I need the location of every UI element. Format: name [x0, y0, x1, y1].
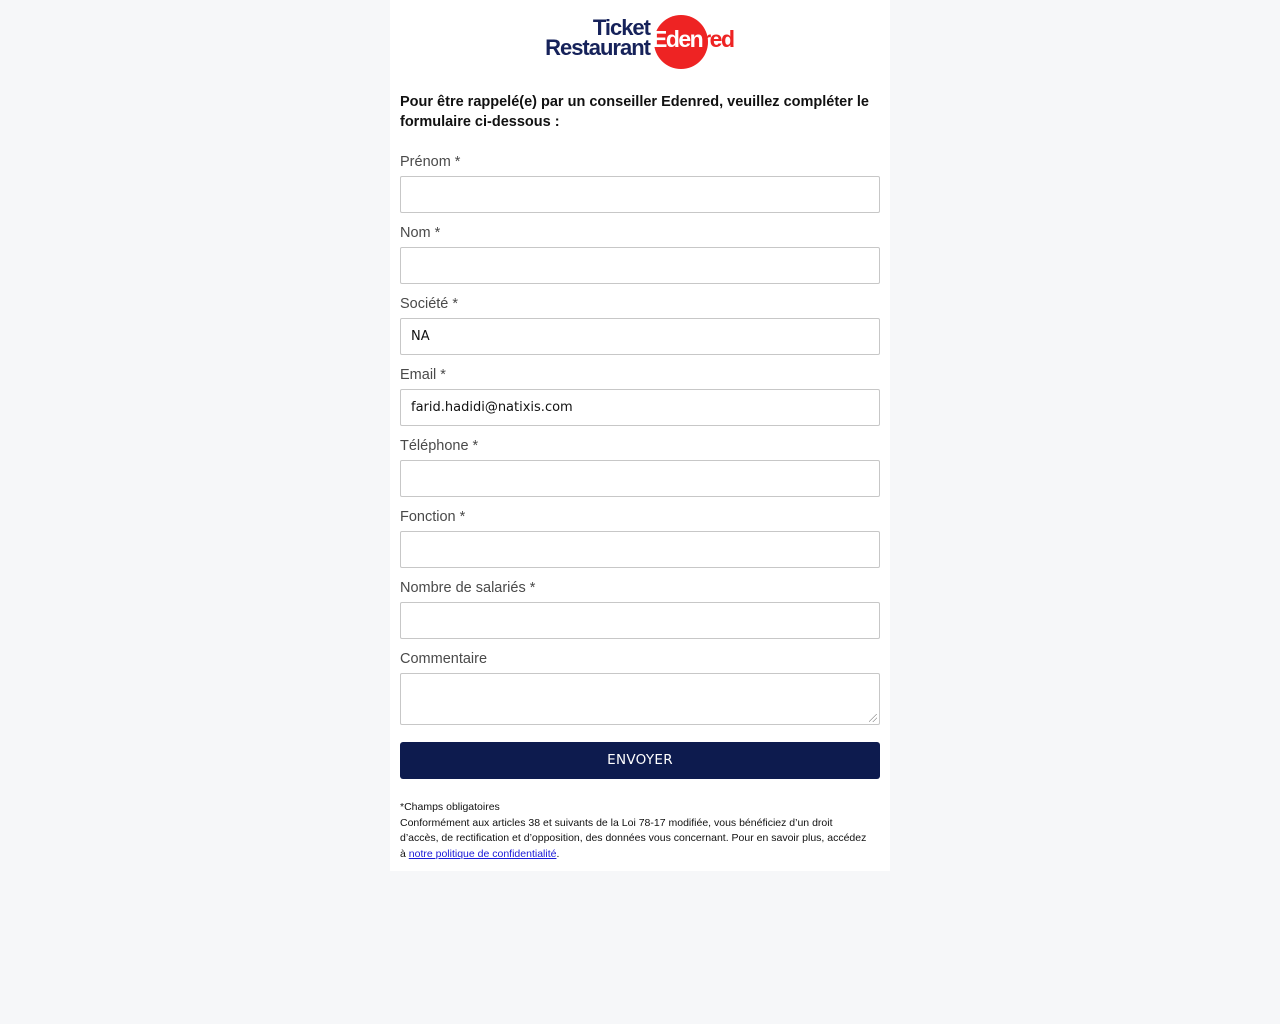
- email-label: Email *: [400, 367, 446, 383]
- prenom-input[interactable]: [400, 176, 880, 213]
- legal-text-end: .: [556, 847, 560, 860]
- legal-text-block: [400, 816, 870, 863]
- intro-heading: Pour être rappelé(e) par un conseiller Edenred, veuillez compléter le formulaire ci-dessous :: [400, 94, 869, 130]
- prenom-field-group: [400, 154, 880, 213]
- telephone-input[interactable]: [400, 460, 880, 497]
- telephone-label: Téléphone *: [400, 438, 479, 454]
- prenom-label: Prénom *: [400, 154, 461, 170]
- salaries-label: Nombre de salariés *: [400, 580, 536, 596]
- form-card: [390, 0, 890, 871]
- required-note: *Champs obligatoires: [400, 801, 500, 813]
- fonction-field-group: [400, 509, 880, 568]
- logo-line-2: Restaurant: [545, 35, 650, 60]
- legal-notes: [400, 800, 870, 862]
- salaries-field-group: [400, 580, 880, 639]
- email-input[interactable]: farid.hadidi@natixis.com: [400, 389, 880, 426]
- commentaire-label: Commentaire: [400, 651, 488, 667]
- nom-input[interactable]: [400, 247, 880, 284]
- legal-text: Conformément aux articles 38 et suivants de la Loi 78-17 modifiée, vous bénéficiez d’un droit d’accès, de rectification et d’opposition, des données vous concernant. Pour en savoir plus, accédez à: [400, 816, 867, 860]
- societe-label: Société *: [400, 296, 459, 312]
- telephone-field-group: [400, 438, 880, 497]
- nom-label: Nom *: [400, 225, 441, 241]
- privacy-policy-link[interactable]: notre politique de confidentialité: [408, 847, 557, 860]
- commentaire-textarea[interactable]: [400, 673, 880, 725]
- fonction-label: Fonction *: [400, 509, 466, 525]
- logo-line-1: Ticket: [592, 15, 650, 40]
- ticket-restaurant-edenred-logo: [390, 0, 890, 86]
- logo-brand-head: Eden: [652, 26, 703, 52]
- envoyer-button[interactable]: ENVOYER: [400, 742, 880, 779]
- commentaire-field-group: [400, 651, 880, 725]
- fonction-input[interactable]: [400, 531, 880, 568]
- resize-handle-icon[interactable]: [869, 714, 877, 722]
- logo-brand-tail: red: [702, 26, 734, 52]
- email-field-group: [400, 367, 880, 426]
- logo-brand: [652, 26, 734, 53]
- societe-field-group: [400, 296, 880, 355]
- societe-input[interactable]: NA: [400, 318, 880, 355]
- logo-text: [538, 15, 650, 60]
- nom-field-group: [400, 225, 880, 284]
- salaries-input[interactable]: [400, 602, 880, 639]
